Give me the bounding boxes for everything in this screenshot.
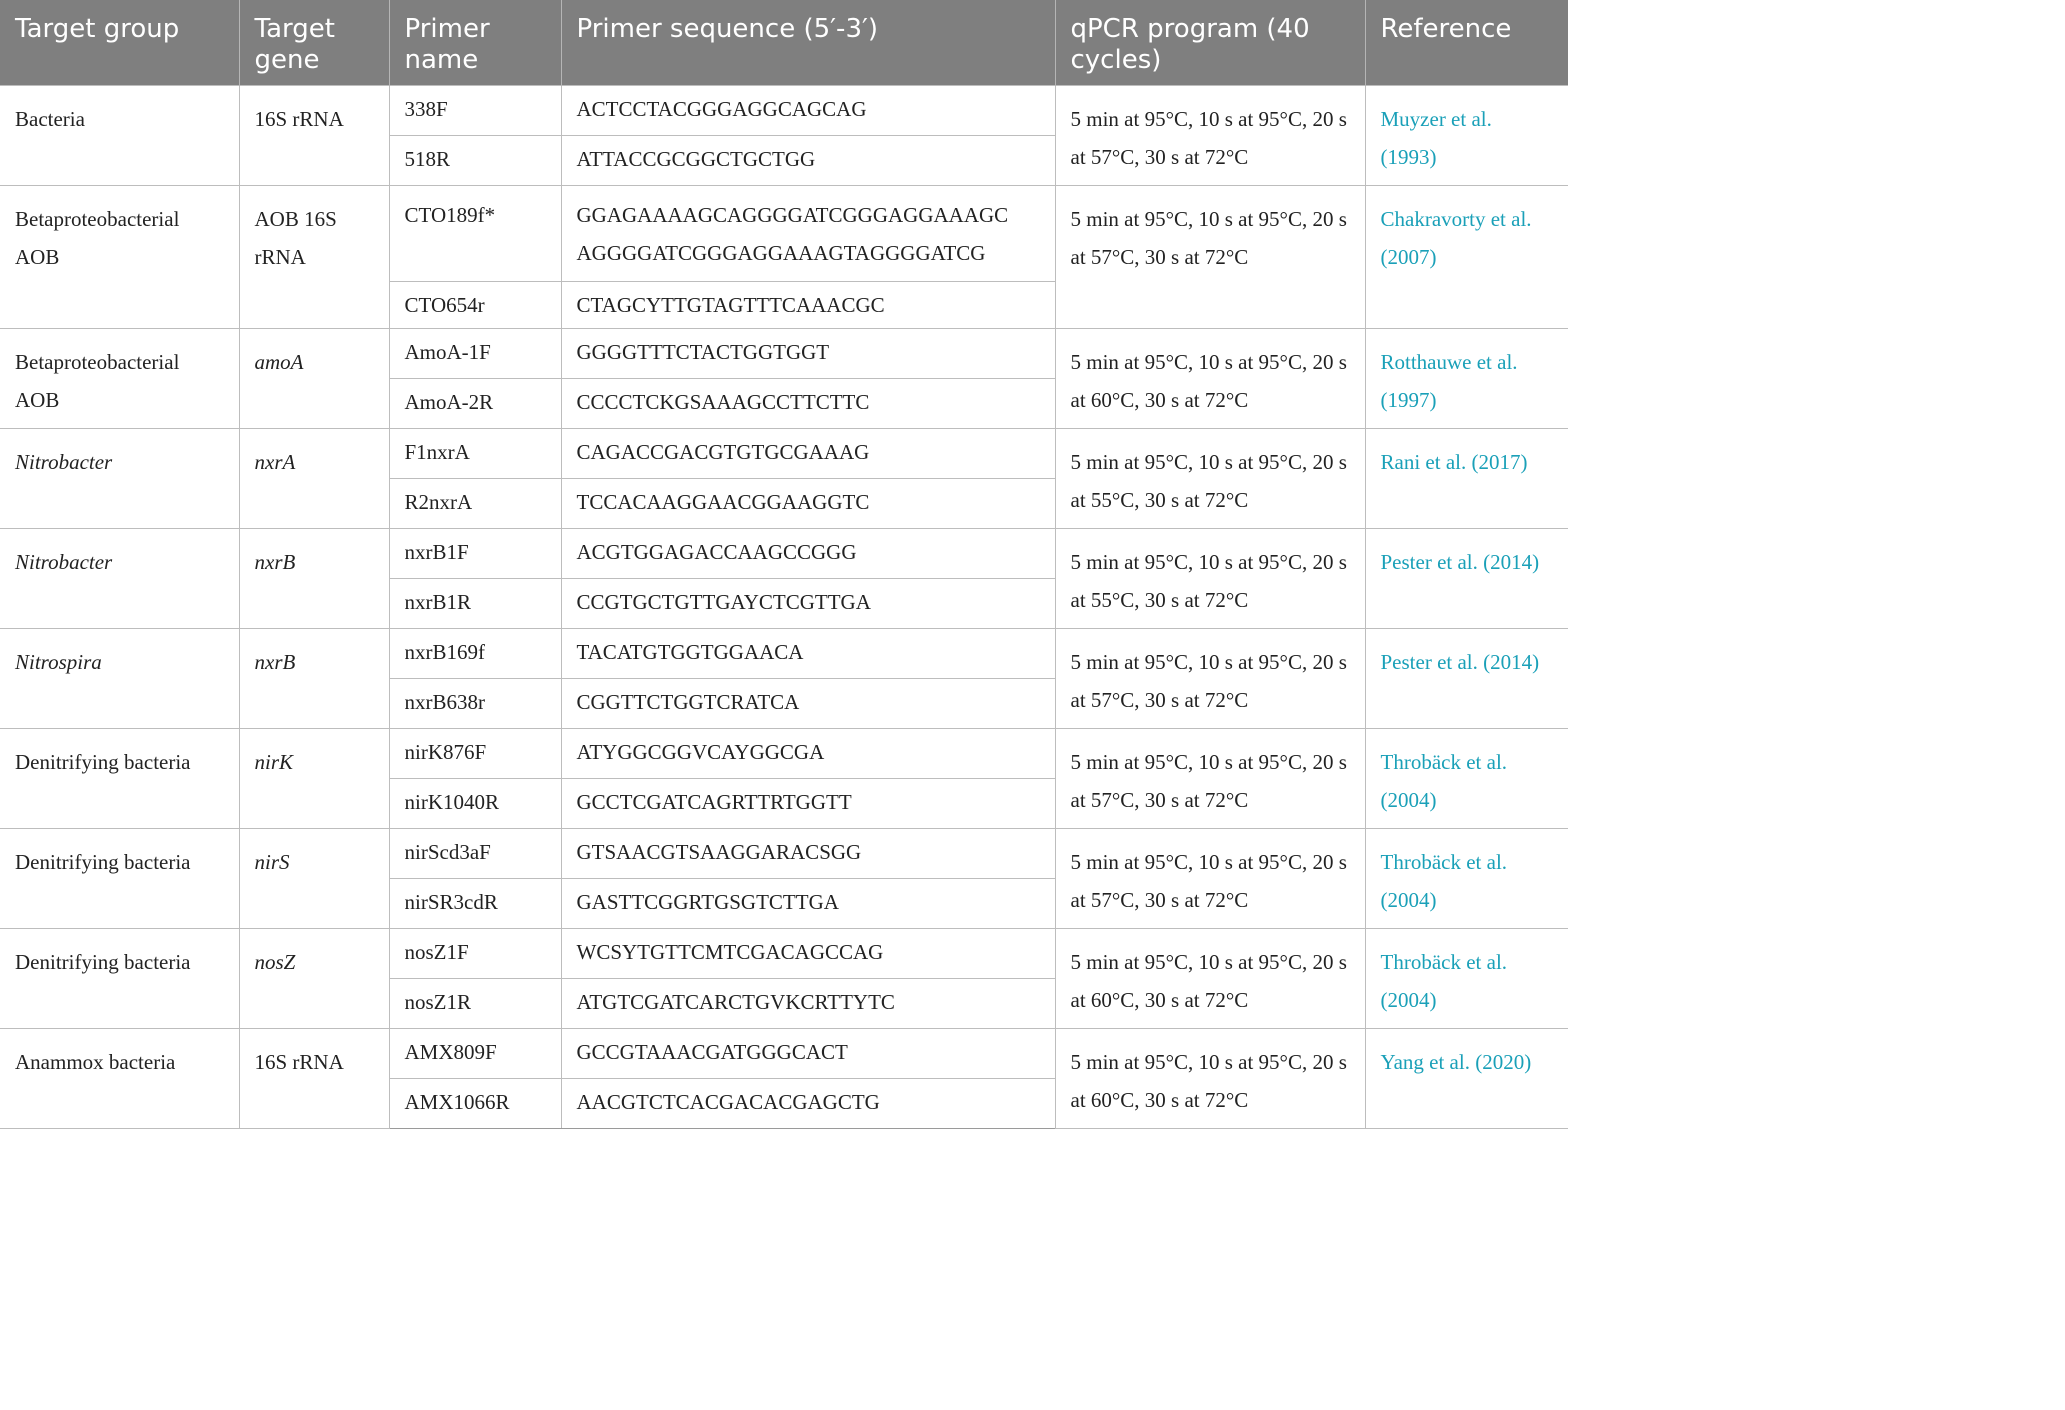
primer-sequence-cell: CCCCTCKGSAAAGCCTTCTTC: [561, 379, 1055, 429]
target-group-cell: Denitrifying bacteria: [0, 929, 239, 1029]
table-row: [0, 729, 1568, 779]
primer-name-cell: nxrB1R: [389, 579, 561, 629]
qpcr-program-cell: 5 min at 95°C, 10 s at 95°C, 20 s at 57°C, 30 s at 72°C: [1055, 829, 1365, 929]
table-row: [0, 86, 1568, 136]
primer-sequence-cell: GCCTCGATCAGRTTRTGGTT: [561, 779, 1055, 829]
target-group-cell: Bacteria: [0, 86, 239, 186]
target-gene-cell: nxrB: [239, 529, 389, 629]
primer-name-cell: nosZ1R: [389, 979, 561, 1029]
table-header: [0, 0, 1568, 86]
header-primer-sequence: Primer sequence (5′-3′): [561, 0, 1055, 86]
primer-name-cell: AmoA-1F: [389, 329, 561, 379]
reference-cell[interactable]: Rani et al. (2017): [1365, 429, 1568, 529]
primer-name-cell: nxrB638r: [389, 679, 561, 729]
header-target-gene: Target gene: [239, 0, 389, 86]
target-gene-cell: AOB 16S rRNA: [239, 186, 389, 329]
table-row: [0, 629, 1568, 679]
primer-name-cell: 518R: [389, 136, 561, 186]
qpcr-program-cell: 5 min at 95°C, 10 s at 95°C, 20 s at 60°C, 30 s at 72°C: [1055, 1029, 1365, 1129]
primer-sequence-cell: ACGTGGAGACCAAGCCGGG: [561, 529, 1055, 579]
target-gene-cell: nirS: [239, 829, 389, 929]
primer-sequence-cell: TCCACAAGGAACGGAAGGTC: [561, 479, 1055, 529]
primer-sequence-cell: ATTACCGCGGCTGCTGG: [561, 136, 1055, 186]
qpcr-program-cell: 5 min at 95°C, 10 s at 95°C, 20 s at 57°C, 30 s at 72°C: [1055, 629, 1365, 729]
primer-sequence-cell: GCCGTAAACGATGGGCACT: [561, 1029, 1055, 1079]
qpcr-program-cell: 5 min at 95°C, 10 s at 95°C, 20 s at 57°C, 30 s at 72°C: [1055, 86, 1365, 186]
table-body: [0, 86, 1568, 1129]
primer-sequence-cell: ACTCCTACGGGAGGCAGCAG: [561, 86, 1055, 136]
primer-name-cell: nxrB1F: [389, 529, 561, 579]
primer-name-cell: CTO189f*: [389, 186, 561, 282]
primer-name-cell: nxrB169f: [389, 629, 561, 679]
primer-name-cell: R2nxrA: [389, 479, 561, 529]
primer-sequence-cell: GTSAACGTSAAGGARACSGG: [561, 829, 1055, 879]
primer-sequence-cell: CCGTGCTGTTGAYCTCGTTGA: [561, 579, 1055, 629]
target-group-cell: Betaproteobacterial AOB: [0, 186, 239, 329]
target-group-cell: Betaproteobacterial AOB: [0, 329, 239, 429]
primer-sequence-cell: CTAGCYTTGTAGTTTCAAACGC: [561, 282, 1055, 329]
table-row: [0, 529, 1568, 579]
primer-name-cell: 338F: [389, 86, 561, 136]
qpcr-program-cell: 5 min at 95°C, 10 s at 95°C, 20 s at 60°C, 30 s at 72°C: [1055, 329, 1365, 429]
reference-cell[interactable]: Muyzer et al. (1993): [1365, 86, 1568, 186]
table-row: [0, 1029, 1568, 1079]
target-group-cell: Nitrospira: [0, 629, 239, 729]
target-gene-cell: nxrA: [239, 429, 389, 529]
qpcr-program-cell: 5 min at 95°C, 10 s at 95°C, 20 s at 60°C, 30 s at 72°C: [1055, 929, 1365, 1029]
header-primer-name: Primer name: [389, 0, 561, 86]
reference-cell[interactable]: Throbäck et al. (2004): [1365, 729, 1568, 829]
header-reference: Reference: [1365, 0, 1568, 86]
primer-sequence-cell: ATGTCGATCARCTGVKCRTTYTC: [561, 979, 1055, 1029]
target-gene-cell: nxrB: [239, 629, 389, 729]
primer-name-cell: nirK876F: [389, 729, 561, 779]
table-row: [0, 929, 1568, 979]
target-gene-cell: 16S rRNA: [239, 1029, 389, 1129]
primer-name-cell: nirScd3aF: [389, 829, 561, 879]
table-row: [0, 186, 1568, 282]
qpcr-program-cell: 5 min at 95°C, 10 s at 95°C, 20 s at 55°C, 30 s at 72°C: [1055, 529, 1365, 629]
qpcr-program-cell: 5 min at 95°C, 10 s at 95°C, 20 s at 55°C, 30 s at 72°C: [1055, 429, 1365, 529]
qpcr-program-cell: 5 min at 95°C, 10 s at 95°C, 20 s at 57°C, 30 s at 72°C: [1055, 729, 1365, 829]
header-target-group: Target group: [0, 0, 239, 86]
target-group-cell: Denitrifying bacteria: [0, 829, 239, 929]
table-row: [0, 829, 1568, 879]
target-group-cell: Anammox bacteria: [0, 1029, 239, 1129]
target-gene-cell: 16S rRNA: [239, 86, 389, 186]
reference-cell[interactable]: Rotthauwe et al. (1997): [1365, 329, 1568, 429]
qpcr-program-cell: 5 min at 95°C, 10 s at 95°C, 20 s at 57°C, 30 s at 72°C: [1055, 186, 1365, 329]
primer-sequence-cell: CAGACCGACGTGTGCGAAAG: [561, 429, 1055, 479]
target-gene-cell: amoA: [239, 329, 389, 429]
reference-cell[interactable]: Pester et al. (2014): [1365, 629, 1568, 729]
primer-sequence-cell: TACATGTGGTGGAACA: [561, 629, 1055, 679]
target-gene-cell: nosZ: [239, 929, 389, 1029]
reference-cell[interactable]: Throbäck et al. (2004): [1365, 929, 1568, 1029]
primer-sequence-cell: GASTTCGGRTGSGTCTTGA: [561, 879, 1055, 929]
primer-sequence-cell: ATYGGCGGVCAYGGCGA: [561, 729, 1055, 779]
target-group-cell: Nitrobacter: [0, 429, 239, 529]
primer-name-cell: nosZ1F: [389, 929, 561, 979]
table-row: [0, 329, 1568, 379]
table-row: [0, 429, 1568, 479]
primer-sequence-cell: WCSYTGTTCMTCGACAGCCAG: [561, 929, 1055, 979]
header-qpcr-program: qPCR program (40 cycles): [1055, 0, 1365, 86]
primer-name-cell: nirSR3cdR: [389, 879, 561, 929]
primer-sequence-cell: GGAGAAAAGCAGGGGATCGGGAGGAAAGC AGGGGATCGGGAGGAAAGTAGGGGATCG: [561, 186, 1055, 282]
reference-cell[interactable]: Pester et al. (2014): [1365, 529, 1568, 629]
primer-sequence-cell: GGGGTTTCTACTGGTGGT: [561, 329, 1055, 379]
target-group-cell: Denitrifying bacteria: [0, 729, 239, 829]
target-gene-cell: nirK: [239, 729, 389, 829]
primer-name-cell: AMX1066R: [389, 1079, 561, 1129]
reference-cell[interactable]: Yang et al. (2020): [1365, 1029, 1568, 1129]
target-group-cell: Nitrobacter: [0, 529, 239, 629]
primer-name-cell: F1nxrA: [389, 429, 561, 479]
primer-name-cell: nirK1040R: [389, 779, 561, 829]
reference-cell[interactable]: Chakravorty et al. (2007): [1365, 186, 1568, 329]
reference-cell[interactable]: Throbäck et al. (2004): [1365, 829, 1568, 929]
primer-name-cell: CTO654r: [389, 282, 561, 329]
primer-name-cell: AmoA-2R: [389, 379, 561, 429]
primer-name-cell: AMX809F: [389, 1029, 561, 1079]
primer-sequence-cell: CGGTTCTGGTCRATCA: [561, 679, 1055, 729]
primer-sequence-cell: AACGTCTCACGACACGAGCTG: [561, 1079, 1055, 1129]
